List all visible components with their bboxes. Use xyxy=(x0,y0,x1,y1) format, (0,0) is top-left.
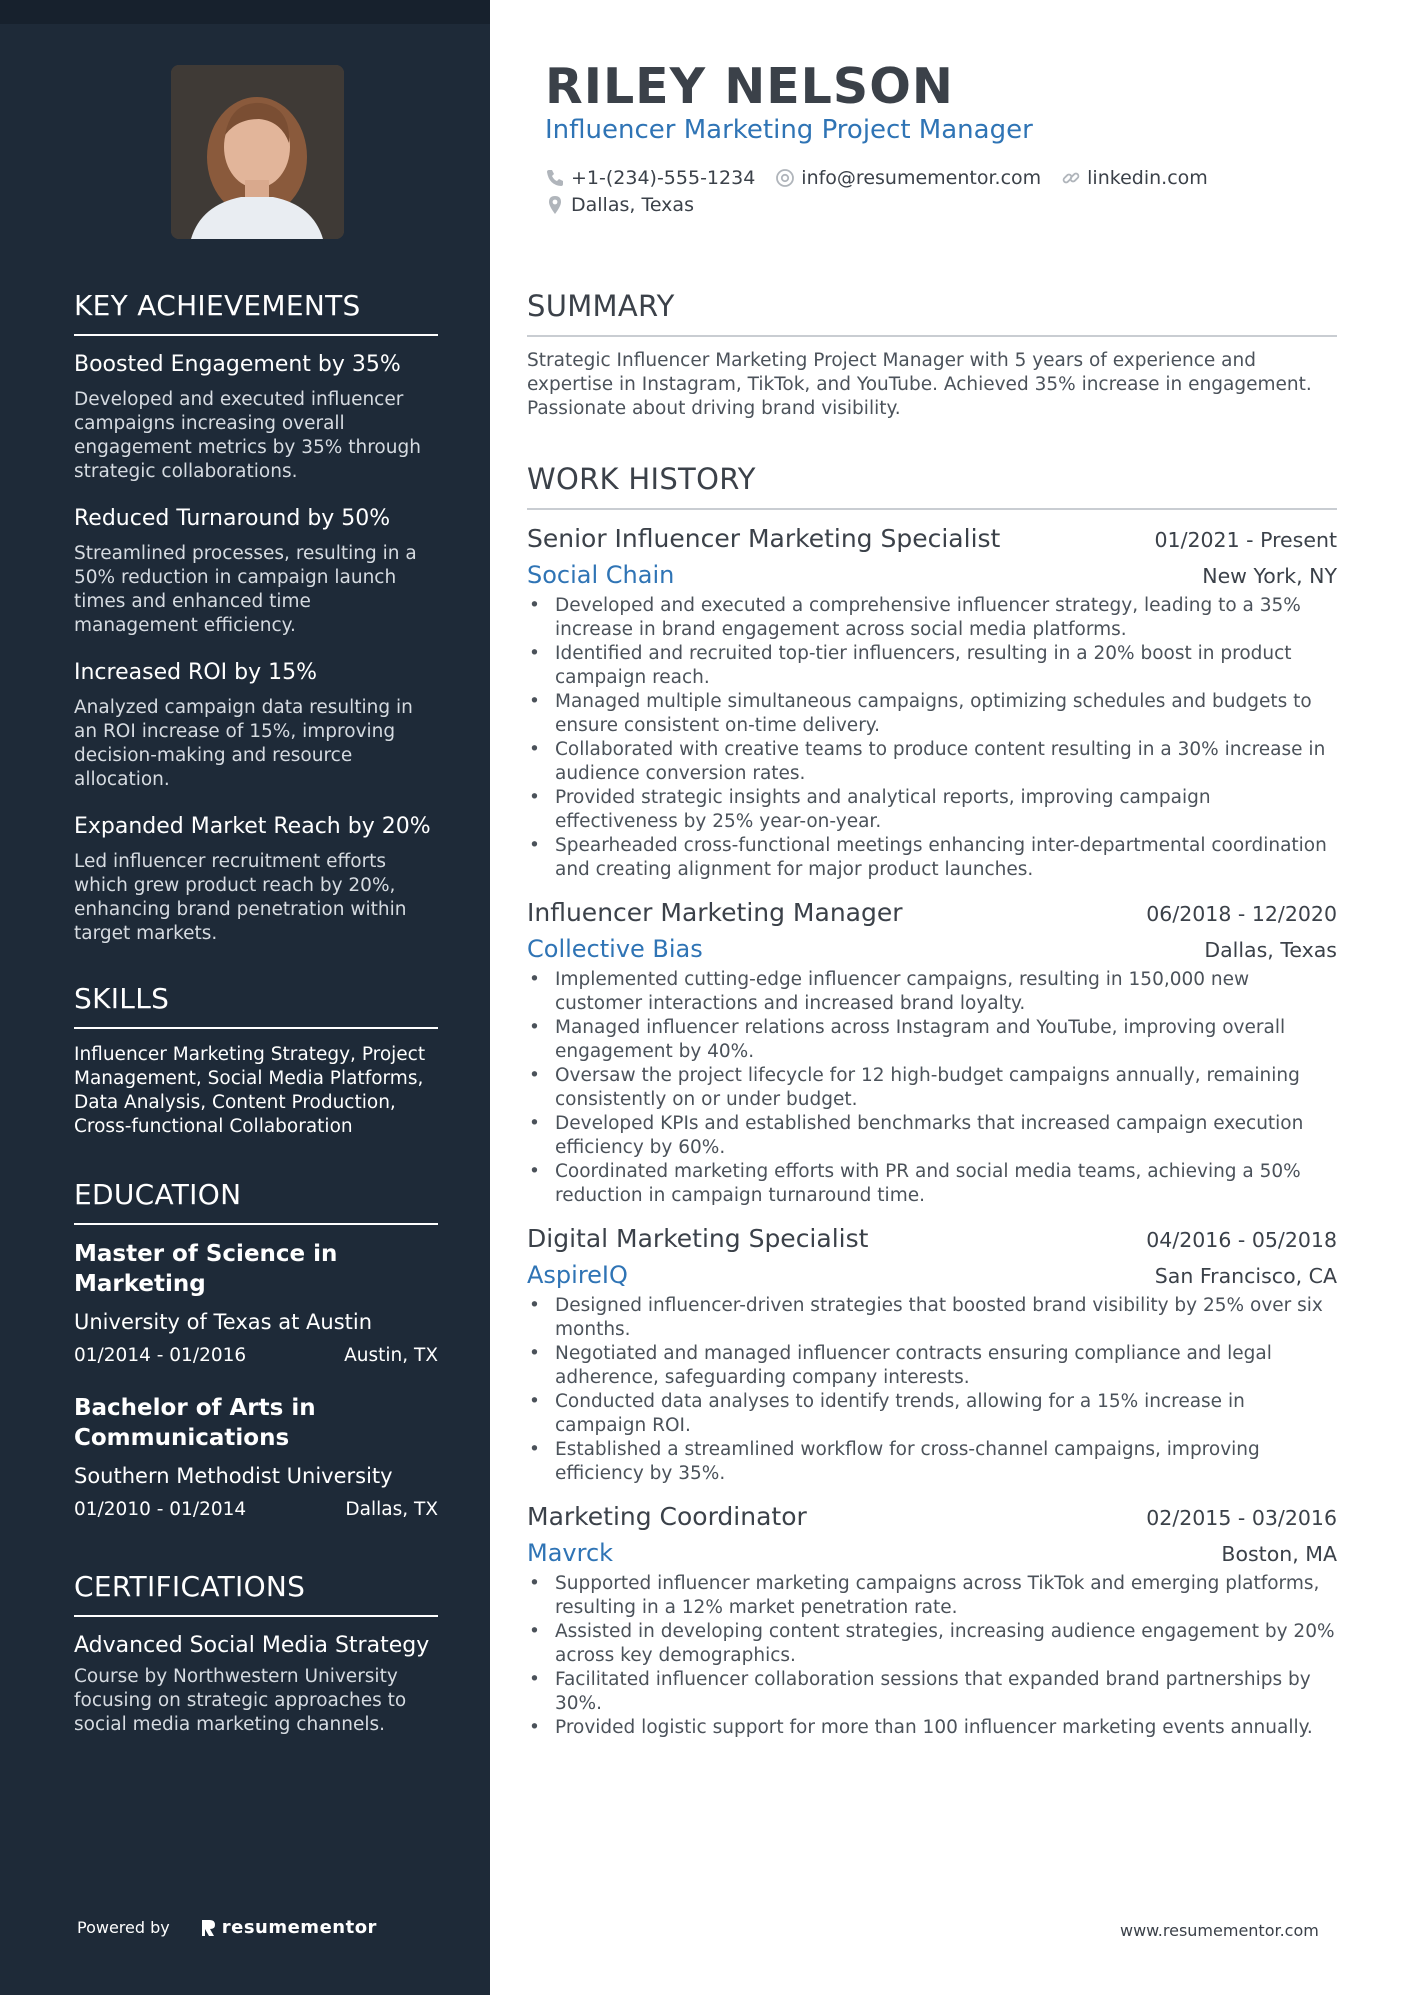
achievement-text: Streamlined processes, resulting in a 50% reduction in campaign launch times and enhanced time management efficiency. xyxy=(74,543,417,636)
job-bullets xyxy=(527,1572,1337,1740)
job-bullet: • Oversaw the project lifecycle for 12 high-budget campaigns annually, remaining consistently on or under budget. xyxy=(527,1064,1337,1112)
job-title: Digital Marketing Specialist xyxy=(527,1224,869,1253)
summary-heading: SUMMARY xyxy=(527,289,1337,337)
achievement-item xyxy=(74,658,438,792)
job-dates: 04/2016 - 05/2018 xyxy=(1146,1228,1337,1252)
location-contact xyxy=(545,194,694,216)
at-icon xyxy=(775,168,795,188)
education-dates: 01/2010 - 01/2014 xyxy=(74,1499,247,1520)
job-company: Social Chain xyxy=(527,561,675,589)
job-entry xyxy=(527,1500,1337,1740)
job-bullet: • Developed KPIs and established benchmarks that increased campaign execution efficiency by 60%. xyxy=(527,1112,1337,1160)
summary-section xyxy=(527,289,1337,421)
job-bullet: • Coordinated marketing efforts with PR and social media teams, achieving a 50% reduction in campaign turnaround time. xyxy=(527,1160,1337,1208)
key-achievements-heading: KEY ACHIEVEMENTS xyxy=(74,289,438,336)
job-bullet: • Designed influencer-driven strategies that boosted brand visibility by 25% over six months. xyxy=(527,1294,1337,1342)
location-pin-icon xyxy=(545,195,565,215)
powered-by-label: Powered by xyxy=(77,1918,170,1937)
job-bullet: • Assisted in developing content strategies, increasing audience engagement by 20% across key demographics. xyxy=(527,1620,1337,1668)
education-item xyxy=(74,1239,438,1369)
job-location: Boston, MA xyxy=(1221,1542,1337,1566)
linkedin-contact[interactable] xyxy=(1061,167,1208,189)
job-bullet: • Conducted data analyses to identify trends, allowing for a 15% increase in campaign ROI. xyxy=(527,1390,1337,1438)
job-bullet: • Negotiated and managed influencer contracts ensuring compliance and legal adherence, safeguarding company interests. xyxy=(527,1342,1337,1390)
work-history-heading: WORK HISTORY xyxy=(527,462,1337,510)
phone-text: +1-(234)-555-1234 xyxy=(571,166,756,189)
education-location: Dallas, TX xyxy=(345,1499,438,1520)
achievement-title: Reduced Turnaround by 50% xyxy=(74,506,391,531)
education-dates: 01/2014 - 01/2016 xyxy=(74,1345,247,1366)
education-school: University of Texas at Austin xyxy=(74,1310,373,1334)
job-title: Marketing Coordinator xyxy=(527,1502,807,1531)
job-bullet: • Identified and recruited top-tier influencers, resulting in a 20% boost in product campaign reach. xyxy=(527,642,1337,690)
job-bullet: • Managed multiple simultaneous campaigns, optimizing schedules and budgets to ensure consistent on-time delivery. xyxy=(527,690,1337,738)
job-entry xyxy=(527,522,1337,882)
sidebar xyxy=(0,0,490,1995)
location-text: Dallas, Texas xyxy=(571,193,694,216)
job-dates: 01/2021 - Present xyxy=(1154,528,1337,552)
job-entry xyxy=(527,896,1337,1208)
job-company: AspireIQ xyxy=(527,1261,628,1289)
job-entry xyxy=(527,1222,1337,1486)
job-location: San Francisco, CA xyxy=(1154,1264,1337,1288)
job-bullets xyxy=(527,1294,1337,1486)
achievement-item xyxy=(74,504,438,638)
achievement-text: Led influencer recruitment efforts which grew product reach by 20%, enhancing brand penetration within target markets. xyxy=(74,851,407,944)
job-dates: 06/2018 - 12/2020 xyxy=(1146,902,1337,926)
job-bullet: • Supported influencer marketing campaigns across TikTok and emerging platforms, resulting in a 12% market penetration rate. xyxy=(527,1572,1337,1620)
resumementor-logo-icon xyxy=(200,1918,216,1938)
job-title: Influencer Marketing Manager xyxy=(527,898,903,927)
education-location: Austin, TX xyxy=(344,1345,438,1366)
certification-title: Advanced Social Media Strategy xyxy=(74,1633,430,1658)
job-dates: 02/2015 - 03/2016 xyxy=(1146,1506,1337,1530)
job-bullet: • Facilitated influencer collaboration sessions that expanded brand partnerships by 30%. xyxy=(527,1668,1337,1716)
job-location: New York, NY xyxy=(1202,564,1337,588)
email-contact[interactable] xyxy=(775,167,1041,189)
achievement-text: Analyzed campaign data resulting in an ROI increase of 15%, improving decision-making and resource allocation. xyxy=(74,697,413,790)
job-bullet: • Managed influencer relations across Instagram and YouTube, improving overall engagement by 40%. xyxy=(527,1016,1337,1064)
job-bullet: • Developed and executed a comprehensive influencer strategy, leading to a 35% increase in brand engagement across social media platforms. xyxy=(527,594,1337,642)
education-school: Southern Methodist University xyxy=(74,1464,393,1488)
certifications-section xyxy=(74,1570,438,1737)
work-history-section xyxy=(527,462,1337,1754)
contact-info xyxy=(545,164,1345,218)
job-company: Mavrck xyxy=(527,1539,614,1567)
education-degree: Master of Science in Marketing xyxy=(74,1241,338,1297)
skills-heading: SKILLS xyxy=(74,982,438,1029)
linkedin-text: linkedin.com xyxy=(1087,166,1208,189)
education-degree: Bachelor of Arts in Communications xyxy=(74,1395,316,1451)
summary-text: Strategic Influencer Marketing Project Manager with 5 years of experience and expertise in Instagram, TikTok, and YouTube. Achieved 35% increase in engagement. Passionate about driving brand visibility. xyxy=(527,350,1312,419)
footer-url-link[interactable]: www.resumementor.com xyxy=(1120,1921,1319,1940)
certification-text: Course by Northwestern University focusing on strategic approaches to social media marketing channels. xyxy=(74,1666,407,1735)
link-icon xyxy=(1061,168,1081,188)
job-bullet: • Provided logistic support for more than 100 influencer marketing events annually. xyxy=(527,1716,1337,1740)
key-achievements-section xyxy=(74,289,438,966)
job-bullet: • Spearheaded cross-functional meetings enhancing inter-departmental coordination and creating alignment for major product launches. xyxy=(527,834,1337,882)
job-bullets xyxy=(527,968,1337,1208)
job-bullet: • Collaborated with creative teams to produce content resulting in a 30% increase in audience conversion rates. xyxy=(527,738,1337,786)
achievement-title: Increased ROI by 15% xyxy=(74,660,318,685)
achievement-title: Boosted Engagement by 35% xyxy=(74,352,401,377)
job-bullets xyxy=(527,594,1337,882)
candidate-name: RILEY NELSON xyxy=(545,58,954,115)
achievement-item xyxy=(74,350,438,484)
sidebar-top-bar xyxy=(0,0,490,24)
candidate-title: Influencer Marketing Project Manager xyxy=(545,115,1033,145)
skills-section xyxy=(74,982,438,1139)
job-company: Collective Bias xyxy=(527,935,703,963)
education-heading: EDUCATION xyxy=(74,1178,438,1225)
powered-by xyxy=(77,1917,377,1938)
email-text: info@resumementor.com xyxy=(801,166,1042,189)
achievement-text: Developed and executed influencer campaigns increasing overall engagement metrics by 35% through strategic collaborations. xyxy=(74,389,421,482)
job-bullet: • Implemented cutting-edge influencer campaigns, resulting in 150,000 new customer interactions and increased brand loyalty. xyxy=(527,968,1337,1016)
phone-contact[interactable] xyxy=(545,167,755,189)
job-bullet: • Established a streamlined workflow for cross-channel campaigns, improving efficiency by 35%. xyxy=(527,1438,1337,1486)
brand-name: resumementor xyxy=(221,1917,377,1938)
certifications-heading: CERTIFICATIONS xyxy=(74,1570,438,1617)
phone-icon xyxy=(545,168,565,188)
brand-logo[interactable] xyxy=(200,1917,377,1938)
education-item xyxy=(74,1393,438,1523)
profile-photo xyxy=(171,65,344,239)
achievement-title: Expanded Market Reach by 20% xyxy=(74,814,431,839)
job-bullet: • Provided strategic insights and analytical reports, improving campaign effectiveness by 25% year-on-year. xyxy=(527,786,1337,834)
education-section xyxy=(74,1178,438,1547)
job-location: Dallas, Texas xyxy=(1204,938,1337,962)
job-title: Senior Influencer Marketing Specialist xyxy=(527,524,1001,553)
skills-list: Influencer Marketing Strategy, Project Management, Social Media Platforms, Data Analysis, Content Production, Cross-functional Collaboration xyxy=(74,1044,426,1137)
achievement-item xyxy=(74,812,438,946)
